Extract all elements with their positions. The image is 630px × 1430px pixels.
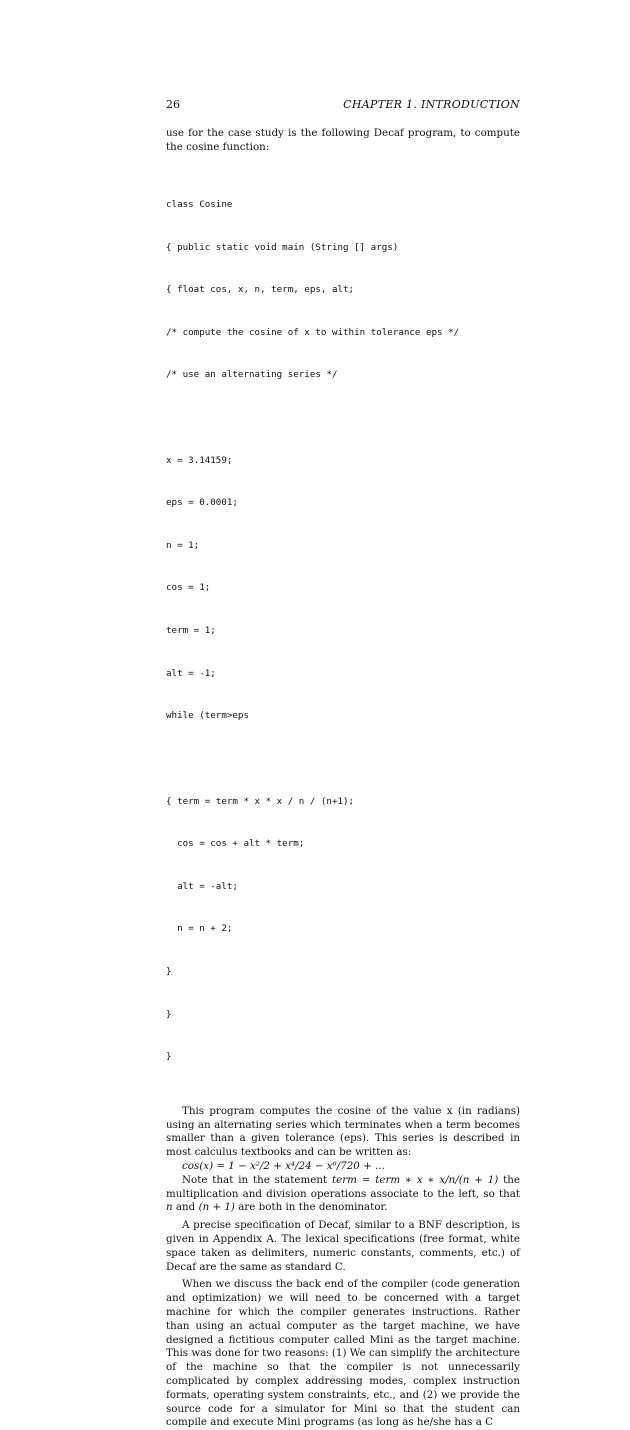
code-line: alt = -alt;: [166, 880, 238, 892]
math-variable: n: [166, 1201, 173, 1214]
math-expression: term = term ∗ x ∗ x/n/(n + 1): [331, 1173, 499, 1186]
code-line: }: [166, 1008, 172, 1020]
code-line: eps = 0.0001;: [166, 497, 238, 509]
paragraph-series: This program computes the cosine of the value x (in radians) using an alternating series which terminates when a term becomes smaller than a given tolerance (eps). This series is described in most calculus textbooks and can be written as:: [166, 1104, 520, 1159]
code-line: cos = cos + alt * term;: [166, 838, 305, 850]
code-line: { public static void main (String [] args): [166, 241, 399, 253]
code-line: cos = 1;: [166, 582, 211, 594]
code-line: { term = term * x * x / n / (n+1);: [166, 795, 355, 807]
code-line: n = n + 2;: [166, 923, 233, 935]
code-line: /* compute the cosine of x to within tolerance eps */: [166, 326, 460, 338]
page-body: [166, 127, 520, 1430]
math-expression: (n + 1): [198, 1201, 235, 1214]
code-blank-line: [166, 411, 520, 425]
running-header: [166, 98, 520, 114]
code-line: /* use an alternating series */: [166, 369, 338, 381]
text-span: the multiplication and division operations associate to the left, so that: [166, 1173, 520, 1200]
code-line: x = 3.14159;: [166, 454, 233, 466]
code-line: alt = -1;: [166, 667, 216, 679]
code-line: { float cos, x, n, term, eps, alt;: [166, 284, 355, 296]
code-line: while (term>eps: [166, 710, 249, 722]
code-line: }: [166, 1051, 172, 1063]
cosine-formula: cos(x) = 1 − x²/2 + x⁴/24 − x⁶/720 + ...: [182, 1159, 385, 1172]
paragraph-specification: A precise specification of Decaf, similar to a BNF description, is given in Appendix A. The lexical specifications (free format, white space taken as delimiters, numeric constants, comments, etc.) of Decaf are the same as standard C.: [166, 1219, 520, 1273]
code-line: class Cosine: [166, 199, 233, 210]
text-span: and: [172, 1201, 199, 1214]
code-listing: [166, 170, 520, 1093]
text-span: Note that in the statement: [182, 1173, 332, 1186]
page-number: 26: [166, 98, 180, 111]
paragraph-associativity: [166, 1174, 520, 1215]
paragraph-spacer: [166, 1093, 520, 1105]
code-blank-line: [166, 752, 520, 766]
paragraph-target-machine: When we discuss the back end of the compiler (code generation and optimization) we will need to be concerned with a target machine for which the compiler generates instructions. Rather than using an actual computer as the target machine, we have designed a fictitious computer called Mini as the target machine. This was done for two reasons: (1) We can simplify the architecture of the machine so that the compiler is not unnecessarily complicated by complex addressing modes, complex instruction formats, operating system constraints, etc., and (2) we provide the source code for a simulator for Mini so that the student can compile and execute Mini programs (as long as he/she has a C: [166, 1278, 520, 1429]
code-line: n = 1;: [166, 539, 200, 551]
code-line: term = 1;: [166, 625, 216, 637]
code-line: }: [166, 965, 172, 977]
text-span: are both in the denominator.: [234, 1201, 388, 1214]
chapter-title: CHAPTER 1. INTRODUCTION: [343, 98, 520, 111]
intro-paragraph: use for the case study is the following Decaf program, to compute the cosine function:: [166, 127, 520, 153]
